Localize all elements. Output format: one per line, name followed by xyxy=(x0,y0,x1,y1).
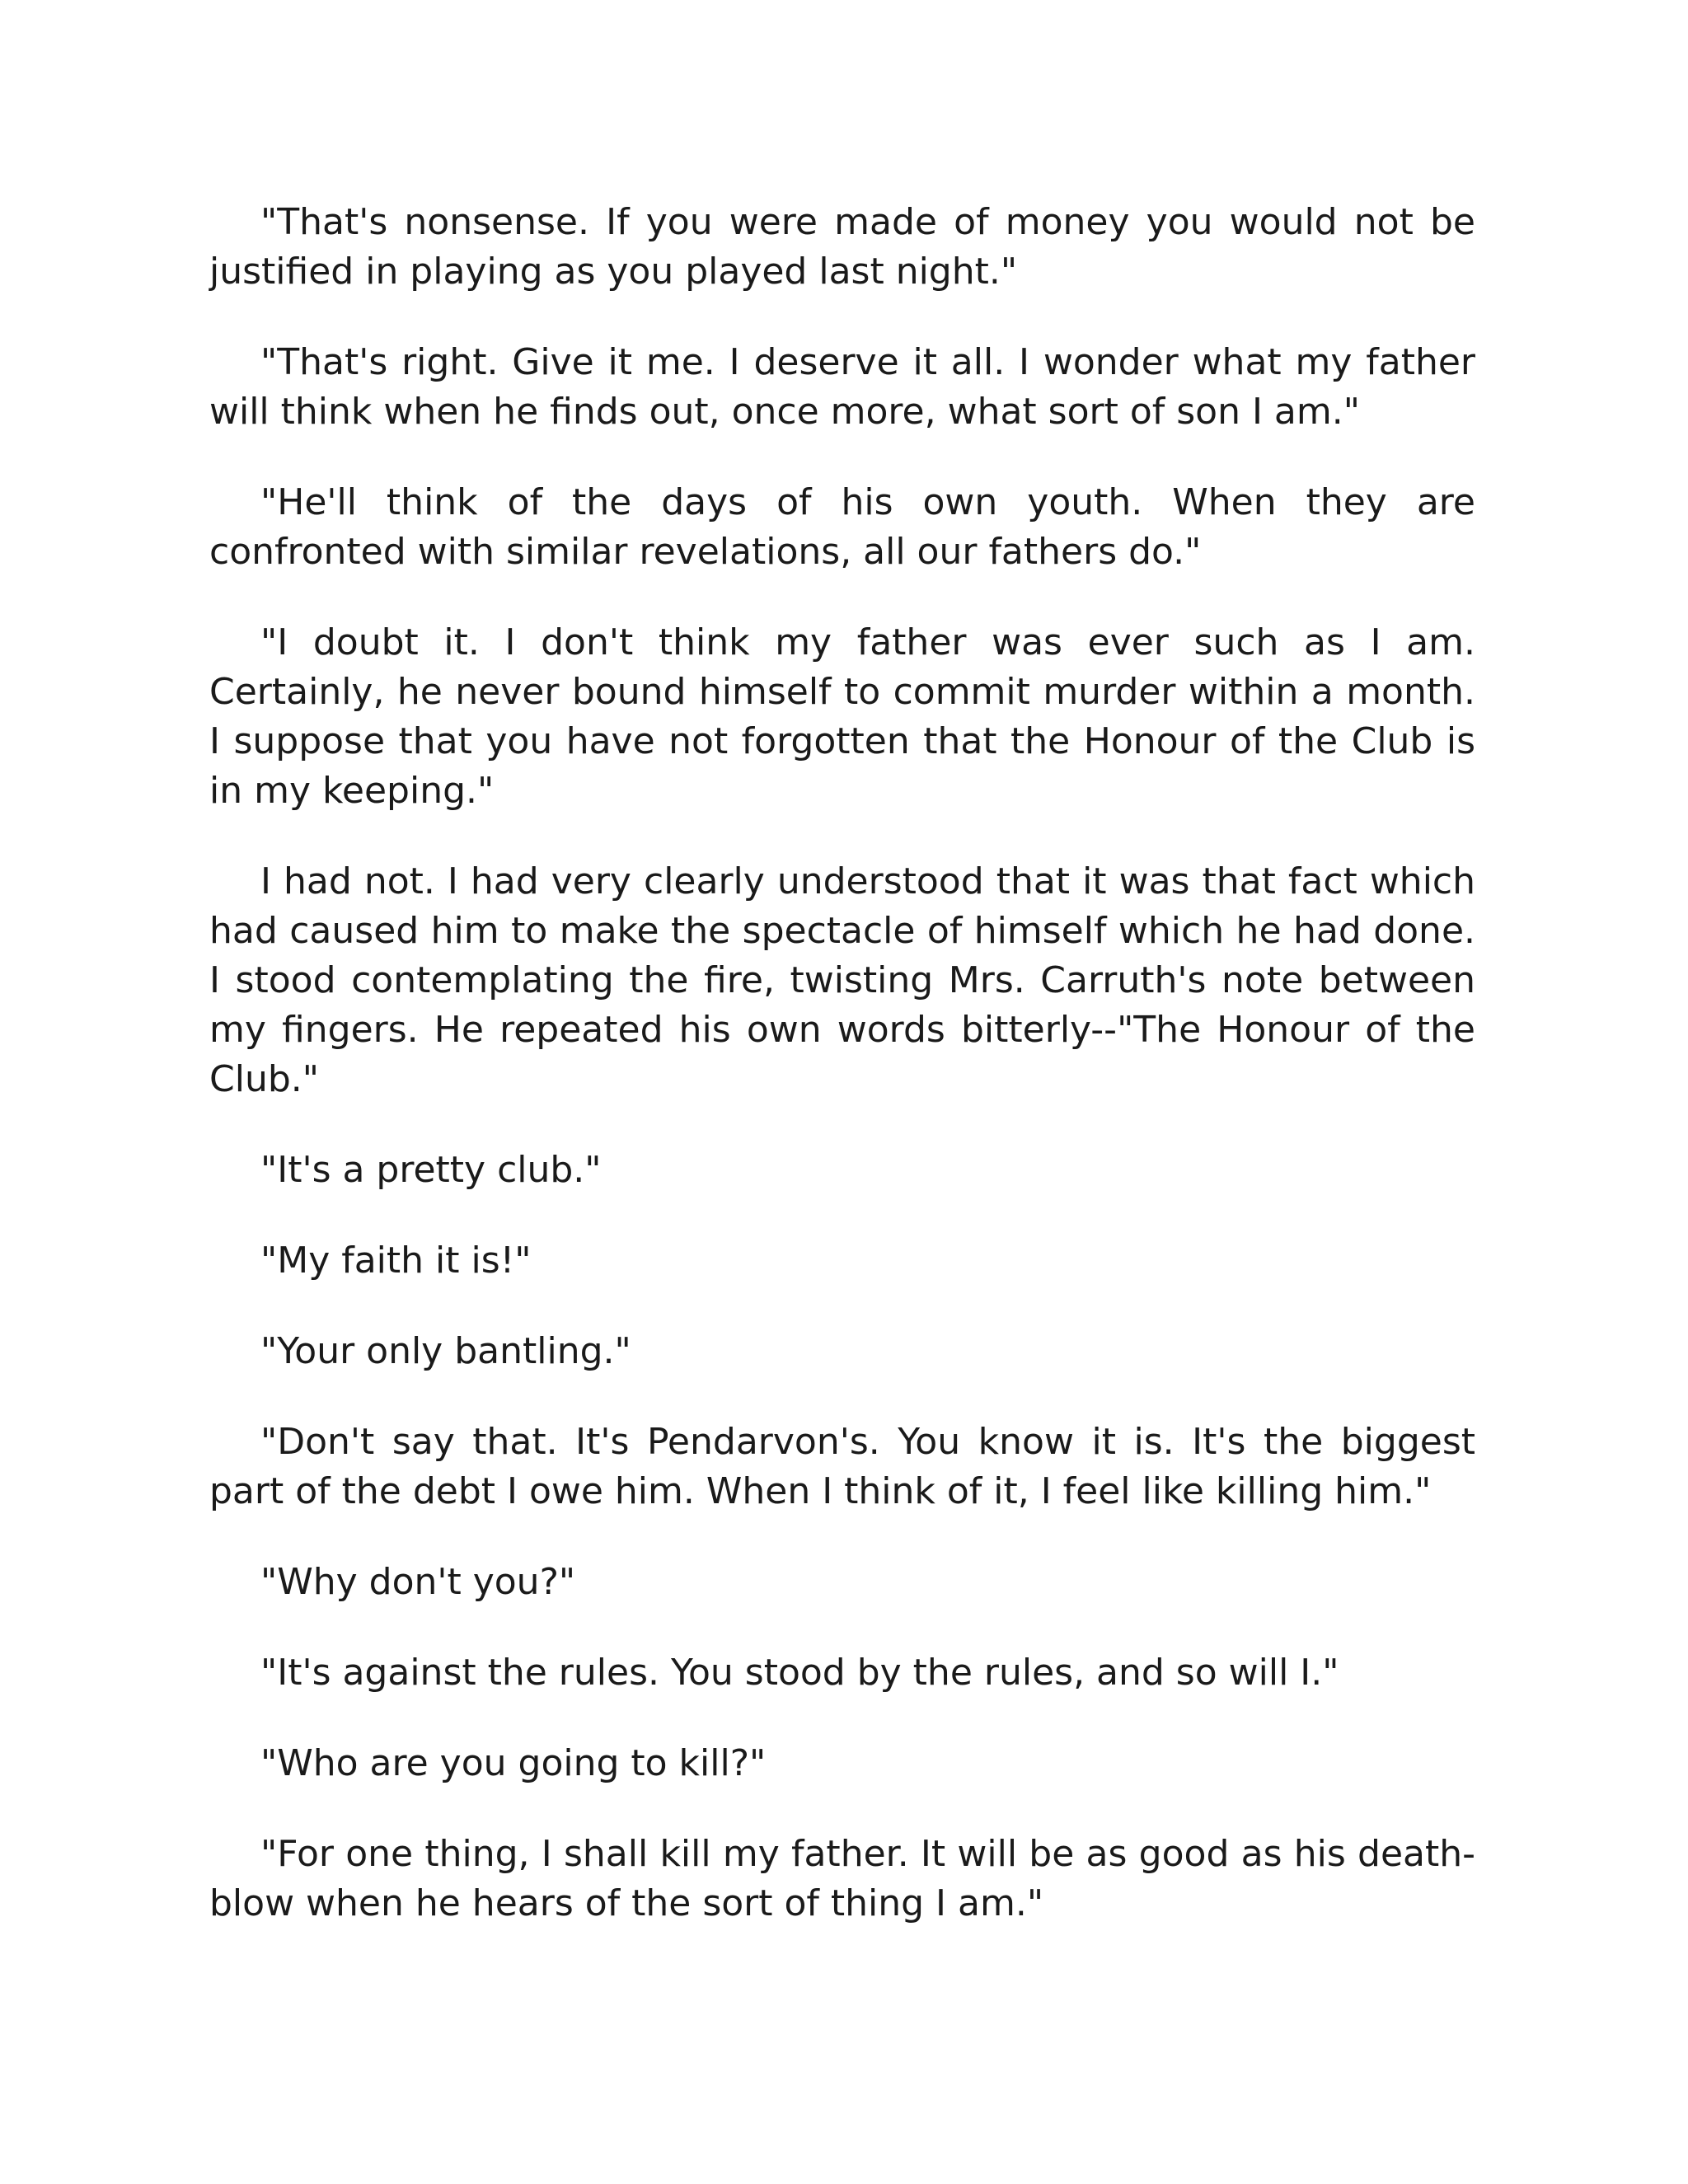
body-text xyxy=(209,198,1475,1970)
paragraph-10: "Why don't you?" xyxy=(260,1561,576,1603)
paragraph-11: "It's against the rules. You stood by the rules, and so will I." xyxy=(260,1652,1339,1694)
paragraph-7: "My faith it is!" xyxy=(260,1240,532,1282)
paragraph-5: I had not. I had very clearly understood that it was that fact which had caused him to make the spectacle of himself which he had done. I stood contemplating the fire, twisting Mrs. Carruth's note between my fingers. He repeated his own words bitterly--"The Honour of the Club." xyxy=(209,860,1475,1100)
paragraph-13: "For one thing, I shall kill my father. It will be as good as his death-blow when he hears of the sort of thing I am." xyxy=(209,1833,1475,1924)
paragraph-12: "Who are you going to kill?" xyxy=(260,1742,767,1784)
paragraph-2: "That's right. Give it me. I deserve it all. I wonder what my father will think when he finds out, once more, what sort of son I am." xyxy=(209,341,1475,433)
paragraph-6: "It's a pretty club." xyxy=(260,1149,602,1191)
paragraph-4: "I doubt it. I don't think my father was ever such as I am. Certainly, he never bound himself to commit murder within a month. I suppose that you have not forgotten that the Honour of the Club is in my keeping." xyxy=(209,621,1475,812)
paragraph-8: "Your only bantling." xyxy=(260,1330,631,1372)
paragraph-9: "Don't say that. It's Pendarvon's. You know it is. It's the biggest part of the debt I owe him. When I think of it, I feel like killing him." xyxy=(209,1421,1475,1512)
paragraph-3: "He'll think of the days of his own youth. When they are confronted with similar revelations, all our fathers do." xyxy=(209,481,1475,573)
paragraph-1: "That's nonsense. If you were made of money you would not be justified in playing as you played last night." xyxy=(209,201,1475,293)
